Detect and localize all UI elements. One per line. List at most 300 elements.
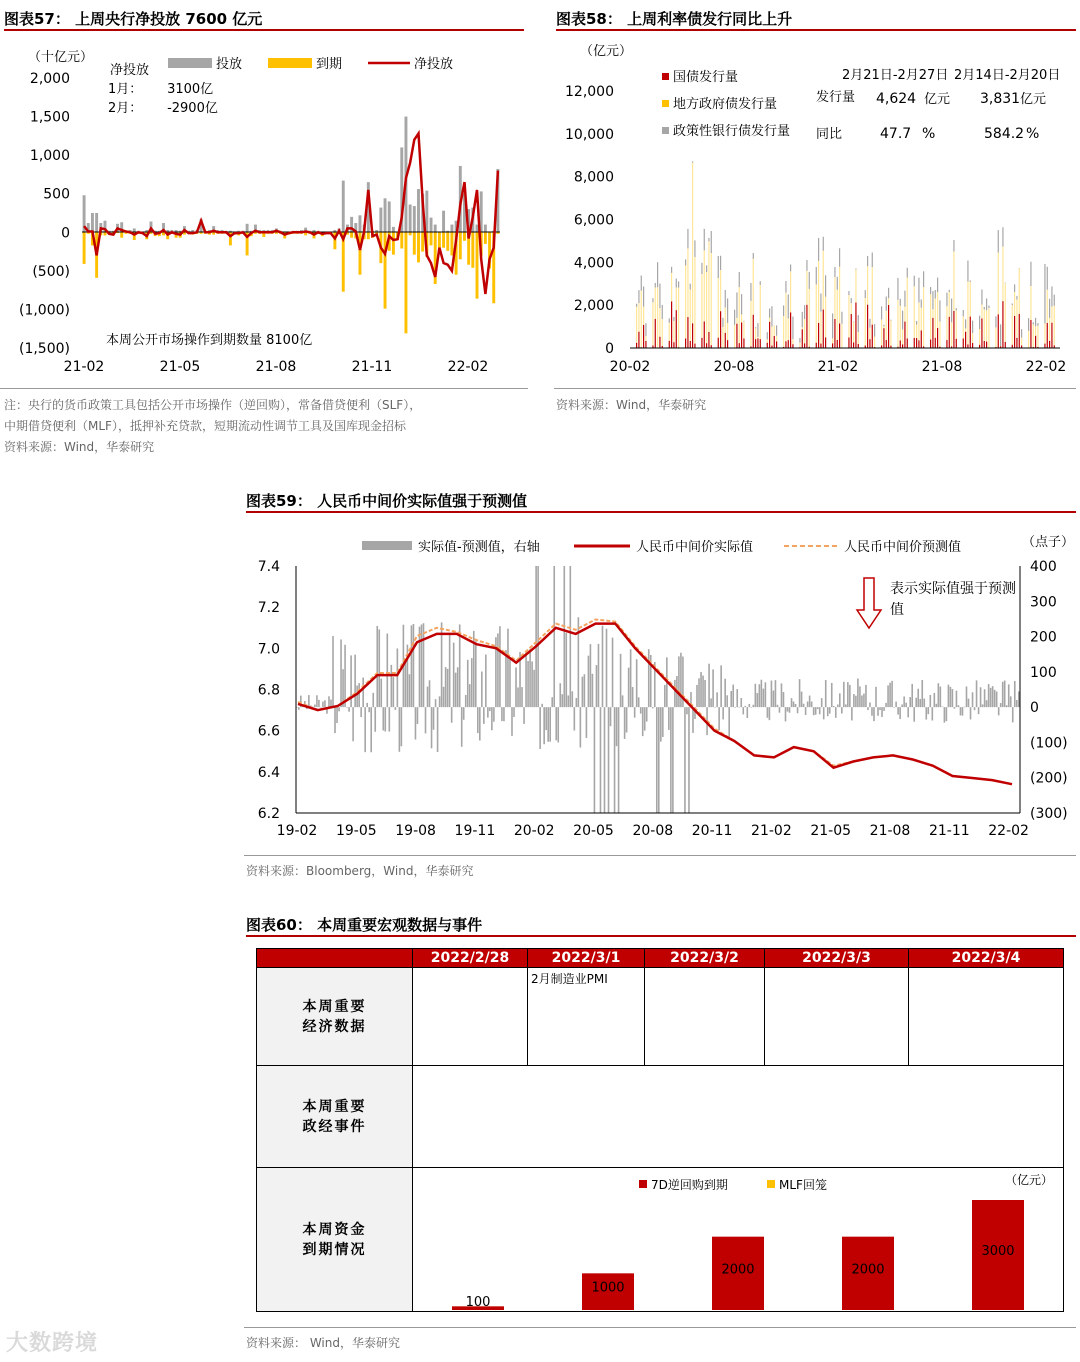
fig59-x-tick-label: 19-08 <box>395 823 436 839</box>
fig58-local-bar <box>685 265 686 338</box>
fig58-gov-bar <box>690 341 691 348</box>
fig58-policy-bar <box>685 259 686 265</box>
fig58-policy-bar <box>799 338 800 343</box>
fig59-x-tick-label: 21-05 <box>810 823 852 839</box>
fig59-diff-bar <box>921 680 923 707</box>
fig59-diff-bar <box>469 684 471 707</box>
fig59-diff-bar <box>497 633 499 707</box>
fig58-local-bar <box>918 302 919 340</box>
fig57-inject-bar <box>388 201 391 232</box>
fig59-diff-bar <box>521 687 523 707</box>
fig59-diff-bar <box>344 645 346 707</box>
fig59-diff-bar <box>891 681 893 707</box>
fig58-row2-v1: 47.7 <box>880 126 912 142</box>
fig59-diff-bar <box>966 687 968 708</box>
fig59-diff-bar <box>561 694 563 707</box>
fig58-gov-bar <box>692 323 693 348</box>
fig58-local-bar <box>883 326 884 328</box>
fig57-footnote-2: 中期借贷便利（MLF），抵押补充贷款，短期流动性调节工具及国库现金招标 <box>4 419 406 433</box>
fig58-local-bar <box>841 324 842 348</box>
fig57-y-tick-label: (1,000) <box>18 302 70 319</box>
fig58-local-bar <box>655 287 656 318</box>
fig59-diff-bar <box>986 700 988 707</box>
fig59-diff-bar <box>708 664 710 707</box>
fig59-diff-bar <box>582 677 584 707</box>
fig58-local-bar <box>638 303 639 331</box>
fig57-expire-bar <box>442 232 445 247</box>
fig58-policy-bar <box>979 316 980 329</box>
fig59-diff-bar <box>580 707 582 747</box>
fig58-local-bar <box>1030 286 1031 320</box>
fig59-diff-bar <box>467 660 469 707</box>
fig58-policy-bar <box>1049 299 1050 318</box>
fig58-legend-swatch-gov <box>662 73 669 80</box>
fig57-title-rule <box>4 29 524 31</box>
fig59-diff-bar <box>389 707 391 731</box>
fig59-diff-bar <box>974 707 976 710</box>
fig58-policy-bar <box>690 284 691 290</box>
fig59-diff-bar <box>843 682 845 707</box>
fig58-gov-bar <box>904 322 905 348</box>
fig58-local-bar <box>1047 290 1048 323</box>
fig58-local-bar <box>963 316 964 338</box>
fig59-left-tick-label: 6.8 <box>257 682 280 699</box>
fig59-diff-bar <box>815 707 817 715</box>
fig58-local-bar <box>760 285 761 339</box>
fig58-local-bar <box>900 306 901 340</box>
fig57-inject-bar <box>484 225 487 233</box>
fig58-gov-bar <box>806 305 807 348</box>
fig58-policy-bar <box>986 298 987 310</box>
fig58-gov-bar <box>718 338 719 348</box>
fig59-diff-bar <box>547 707 549 742</box>
fig59-diff-bar <box>487 707 489 717</box>
fig59-diff-bar <box>994 690 996 707</box>
fig59-footer-rule <box>244 855 1076 856</box>
fig59-chart <box>244 528 1080 850</box>
fig58-policy-bar <box>970 281 971 282</box>
fig59-diff-bar <box>857 679 859 708</box>
fig59-diff-bar <box>551 697 553 707</box>
fig60-row-funds <box>257 1168 1064 1312</box>
fig58-gov-bar <box>921 330 922 348</box>
fig57-x-tick-label: 21-08 <box>255 359 297 375</box>
fig59-diff-bar <box>871 707 873 716</box>
fig59-diff-bar <box>485 655 487 708</box>
fig59-diff-bar <box>783 692 785 707</box>
fig59-diff-bar <box>354 655 356 707</box>
fig58-policy-bar <box>1047 267 1048 290</box>
fig59-diff-bar <box>968 699 970 707</box>
fig59-diff-bar <box>600 707 602 813</box>
fig59-diff-bar <box>799 679 801 707</box>
fig58-gov-bar <box>790 312 791 348</box>
fig58-gov-bar <box>937 328 938 348</box>
fig59-diff-bar <box>730 691 732 707</box>
fig59-diff-bar <box>531 661 533 707</box>
fig59-diff-bar <box>841 707 843 713</box>
fig57-x-tick-label: 21-02 <box>63 359 105 375</box>
fig59-diff-bar <box>489 707 491 711</box>
fig59-diff-bar <box>405 662 407 708</box>
fig58-y-tick-label: 4,000 <box>573 255 614 272</box>
fig59-right-ticks <box>1030 559 1068 822</box>
fig60-funds-bars <box>452 1200 1024 1310</box>
fig58-gov-bar <box>788 340 789 348</box>
fig59-right-tick-label: 100 <box>1030 664 1057 681</box>
fig58-policy-bar <box>1030 262 1031 286</box>
fig59-annotation-1: 表示实际值强于预测 <box>890 581 1016 597</box>
fig57-unit: （十亿元） <box>28 50 94 65</box>
fig58-policy-bar <box>753 253 754 259</box>
fig59-diff-bar <box>746 707 748 718</box>
fig58-policy-bar <box>820 294 821 312</box>
fig58-gov-bar <box>867 305 868 348</box>
fig58-local-bar <box>939 322 940 347</box>
fig58-policy-bar <box>816 267 817 284</box>
fig58-policy-bar <box>636 304 637 307</box>
fig59-x-tick-label: 22-02 <box>988 823 1029 839</box>
fig60-econ-cell-0 <box>413 968 528 1066</box>
fig58-row2-label: 同比 <box>816 127 843 142</box>
fig59-diff-bar <box>334 707 336 733</box>
fig58-gov-bar <box>888 305 889 348</box>
fig59-diff-bar <box>759 684 761 707</box>
fig59-diff-bar <box>417 707 419 724</box>
fig59-diff-bar <box>930 695 932 707</box>
fig58-policy-bar <box>865 290 866 298</box>
fig57-expire-bar <box>413 232 416 254</box>
fig59-diff-bar <box>990 688 992 707</box>
fig57-bottom-note: 本周公开市场操作到期数量 8100亿 <box>106 333 313 348</box>
fig58-gov-bar <box>886 340 887 348</box>
fig59-diff-bar <box>298 707 300 710</box>
fig58-gov-bar <box>769 322 770 348</box>
fig59-diff-bar <box>387 634 389 708</box>
fig57-inject-bar <box>442 211 445 233</box>
fig59-diff-bar <box>642 707 644 736</box>
fig59-diff-bar <box>775 680 777 707</box>
fig59-diff-bar <box>936 704 938 707</box>
fig59-diff-bar <box>765 682 767 707</box>
fig58-policy-bar <box>790 264 791 271</box>
fig59-diff-bar <box>509 660 511 708</box>
fig59-x-tick-label: 19-02 <box>276 823 318 839</box>
fig58-local-bar <box>970 282 971 317</box>
fig59-diff-bar <box>700 672 702 707</box>
fig58-policy-bar <box>1037 323 1038 326</box>
fig58-unit: （亿元） <box>580 44 633 59</box>
fig59-left-tick-label: 7.4 <box>257 559 280 575</box>
fig59-diff-bar <box>934 693 936 707</box>
fig59-left-tick-label: 6.6 <box>257 723 280 740</box>
fig58-local-bar <box>839 267 840 324</box>
fig59-diff-bar <box>851 707 853 720</box>
fig59-diff-bar <box>773 690 775 707</box>
fig59-diff-bar <box>893 707 895 708</box>
fig58-y-tick-label: 0 <box>605 341 614 357</box>
fig59-diff-bar <box>809 696 811 708</box>
fig59-diff-bar <box>829 707 831 713</box>
fig57-inject-bar <box>392 227 395 232</box>
fig58-policy-bar <box>1012 304 1013 306</box>
fig57-inject-bar <box>95 213 98 232</box>
fig58-gov-bar <box>1030 320 1031 348</box>
fig58-local-bar <box>956 310 957 338</box>
fig58-local-bar <box>988 308 989 348</box>
fig58-gov-bar <box>671 301 672 348</box>
fig59-diff-bar <box>825 680 827 707</box>
fig58-local-bar <box>659 308 660 337</box>
fig58-gov-bar <box>755 339 756 348</box>
fig58-gov-bar <box>823 310 824 348</box>
fig58-gov-bar <box>741 322 742 348</box>
fig59-diff-bar <box>376 626 378 707</box>
fig59-diff-bar <box>925 707 927 719</box>
fig59-diff-bar <box>604 707 606 813</box>
fig59-diff-bar <box>887 685 889 707</box>
fig58-policy-bar <box>981 289 982 304</box>
fig59-diff-bar <box>429 680 431 707</box>
fig59-diff-bar <box>704 680 706 707</box>
fig57-y-tick-label: (500) <box>32 263 70 280</box>
fig59-diff-bar <box>803 704 805 707</box>
fig58-local-bar <box>690 289 691 341</box>
fig58-local-bar <box>799 343 800 347</box>
fig59-diff-bar <box>692 707 694 733</box>
fig59-legend-diff: 实际值-预测值，右轴 <box>418 540 540 555</box>
fig59-diff-bar <box>366 703 368 707</box>
fig59-legend-actual: 人民币中间价实际值 <box>636 540 754 555</box>
fig59-diff-bar <box>638 697 640 707</box>
fig57-x-tick-label: 21-11 <box>351 359 393 375</box>
fig59-diff-bar <box>340 639 342 707</box>
fig59-diff-bar <box>761 680 763 707</box>
fig58-gov-bar <box>727 340 728 348</box>
fig59-diff-bar <box>881 707 883 717</box>
fig59-diff-bar <box>592 674 594 707</box>
fig58-gov-bar <box>932 318 933 348</box>
fig58-gov-bar <box>935 338 936 348</box>
fig57-inject-bar <box>342 181 345 233</box>
fig59-diff-bar <box>1000 703 1002 707</box>
fig59-diff-bar <box>670 707 672 813</box>
fig58-local-bar <box>823 251 824 310</box>
fig58-gov-bar <box>760 339 761 348</box>
fig59-diff-bar <box>855 696 857 707</box>
fig58-policy-bar <box>995 316 996 327</box>
fig59-diff-bar <box>449 633 451 707</box>
fig59-diff-bar <box>938 683 940 707</box>
fig59-right-tick-label: (100) <box>1030 735 1068 752</box>
fig60-funds-chart <box>413 1168 1063 1310</box>
fig58-local-bar <box>1037 326 1038 347</box>
fig58-gov-bar <box>820 344 821 348</box>
fig59-diff-bar <box>807 702 809 708</box>
fig58-title-rule <box>556 29 1076 31</box>
fig58-local-bar <box>972 333 973 343</box>
fig58-policy-bar <box>722 318 723 327</box>
fig59-diff-bar <box>632 687 634 707</box>
fig58-policy-bar <box>727 298 728 323</box>
fig59-diff-bar <box>716 692 718 707</box>
fig60-repo-label: 3000 <box>981 1244 1015 1259</box>
fig57-expire-bar <box>404 232 407 333</box>
fig59-diff-bar <box>419 627 421 707</box>
fig59-diff-bar <box>332 636 334 707</box>
fig58-policy-bar <box>1051 286 1052 306</box>
fig58-gov-bar <box>736 324 737 348</box>
fig59-diff-bar <box>612 638 614 707</box>
fig59-diff-bar <box>515 667 517 707</box>
fig58-gov-bar <box>967 344 968 348</box>
fig59-x-tick-label: 19-11 <box>454 823 496 839</box>
fig57-y-ticks <box>19 71 70 357</box>
fig57-legend-inject: 投放 <box>216 57 243 72</box>
fig58-policy-bar <box>788 294 789 318</box>
fig59-diff-bar <box>688 707 690 813</box>
fig59-diff-bar <box>714 707 716 708</box>
fig59-diff-bar <box>1004 681 1006 708</box>
fig59-diff-bar <box>889 683 891 707</box>
fig58-gov-bar <box>659 337 660 348</box>
fig58-local-bar <box>986 310 987 341</box>
fig58-gov-bar <box>837 340 838 348</box>
fig59-diff-bar <box>781 683 783 707</box>
fig58-local-bar <box>984 309 985 341</box>
fig58-local-bar <box>923 287 924 346</box>
fig59-diff-bar <box>950 687 952 707</box>
fig57-inject-bar <box>413 206 416 232</box>
fig59-diff-bar <box>507 629 509 708</box>
fig59-diff-bar <box>696 685 698 707</box>
fig59-diff-bar <box>517 687 519 707</box>
fig58-policy-bar <box>771 306 772 326</box>
fig58-local-bar <box>1005 283 1006 342</box>
fig58-local-bar <box>825 297 826 338</box>
fig59-diff-bar <box>698 678 700 707</box>
fig59-diff-bar <box>384 707 386 731</box>
fig59-diff-bar <box>972 692 974 707</box>
fig58-local-bar <box>769 318 770 322</box>
fig58-local-bar <box>818 261 819 323</box>
fig58-policy-bar <box>963 310 964 316</box>
fig58-gov-bar <box>918 340 919 348</box>
fig57-footnote-1: 注：央行的货币政策工具包括公开市场操作（逆回购），常备借贷便利（SLF）， <box>4 398 422 412</box>
fig58-gov-bar <box>767 343 768 348</box>
fig57-note-1: 净投放 <box>110 63 150 78</box>
fig58-policy-bar <box>1002 227 1003 246</box>
fig58-policy-bar <box>965 319 966 328</box>
fig59-diff-bar <box>563 566 565 707</box>
fig58-local-bar <box>1044 324 1045 344</box>
fig58-gov-bar <box>704 321 705 348</box>
fig59-diff-bar <box>656 707 658 813</box>
fig59-diff-bar <box>425 707 427 733</box>
fig59-title: 图表59： 人民币中间价实际值强于预测值 <box>246 492 528 510</box>
fig60-source: 资料来源： Wind，华泰研究 <box>246 1336 400 1350</box>
fig59-diff-bar <box>819 707 821 714</box>
fig58-gov-bar <box>858 344 859 348</box>
fig59-diff-bar <box>626 707 628 732</box>
fig59-diff-bar <box>1008 684 1010 707</box>
fig58-policy-bar <box>802 312 803 327</box>
fig59-diff-bar <box>501 707 503 721</box>
fig58-local-bar <box>734 325 735 348</box>
fig58-footer-rule <box>554 388 1076 389</box>
fig59-diff-bar <box>919 699 921 707</box>
fig60-repo-label: 2000 <box>851 1262 885 1278</box>
fig59-diff-bar <box>724 679 726 707</box>
fig58-gov-bar <box>739 343 740 348</box>
fig58-gov-bar <box>701 338 702 348</box>
fig58-local-bar <box>757 337 758 338</box>
fig59-x-tick-label: 21-02 <box>751 823 792 839</box>
fig59-x-tick-label: 20-05 <box>573 823 614 839</box>
fig58-policy-bar <box>776 325 777 335</box>
fig58-gov-bar <box>655 319 656 348</box>
fig57-inject-bar <box>384 198 387 232</box>
fig59-diff-bar <box>576 698 578 707</box>
fig58-local-bar <box>788 318 789 340</box>
fig57-expire-bar <box>350 232 353 237</box>
fig59-diff-bar <box>588 656 590 707</box>
fig57-legend-net: 净投放 <box>414 57 454 72</box>
fig57-inject-bar <box>450 225 453 233</box>
fig59-diff-bar <box>443 687 445 707</box>
fig59-diff-bar <box>483 707 485 724</box>
fig58-local-bar <box>951 322 952 346</box>
fig58-local-bar <box>932 309 933 317</box>
fig60-legend-repo: 7D逆回购到期 <box>651 1178 728 1192</box>
fig59-x-tick-label: 20-02 <box>513 823 555 839</box>
fig59-diff-bar <box>879 707 881 710</box>
fig59-diff-bar <box>863 694 865 708</box>
fig59-diff-bar <box>529 649 531 707</box>
fig59-diff-bar <box>433 707 435 730</box>
fig58-gov-bar <box>998 314 999 348</box>
fig58-legend-policy: 政策性银行债发行量 <box>673 124 791 139</box>
fig60-title-rule <box>246 935 1076 937</box>
fig58-local-bar <box>704 250 705 321</box>
fig59-diff-bar <box>557 707 559 742</box>
fig58-local-bar <box>774 325 775 336</box>
fig59-diff-bar <box>903 696 905 707</box>
fig59-diff-bar <box>594 707 596 813</box>
fig59-diff-bar <box>644 707 646 730</box>
fig58-gov-bar <box>970 317 971 348</box>
fig58-col2: 2月14日-2月20日 <box>954 68 1061 83</box>
fig58-gov-bar <box>638 332 639 348</box>
fig57-inject-bar <box>359 215 362 232</box>
fig58-gov-bar <box>839 324 840 348</box>
fig59-diff-bar <box>686 707 688 714</box>
fig59-diff-bar <box>320 707 322 708</box>
fig57-inject-bar <box>430 218 433 233</box>
fig60-policy-cell <box>413 1066 1064 1168</box>
fig59-diff-bar <box>535 566 537 707</box>
fig58-policy-bar <box>897 278 898 300</box>
fig59-diff-bar <box>411 625 413 707</box>
fig58-row2-u1: % <box>922 126 936 142</box>
fig59-diff-bar <box>877 707 879 716</box>
fig58-local-bar <box>671 273 672 302</box>
fig59-diff-bar <box>360 707 362 717</box>
fig58-local-bar <box>771 327 772 346</box>
fig59-left-tick-label: 7.0 <box>257 641 280 658</box>
fig58-policy-bar <box>851 298 852 303</box>
fig58-policy-bar <box>792 317 793 340</box>
